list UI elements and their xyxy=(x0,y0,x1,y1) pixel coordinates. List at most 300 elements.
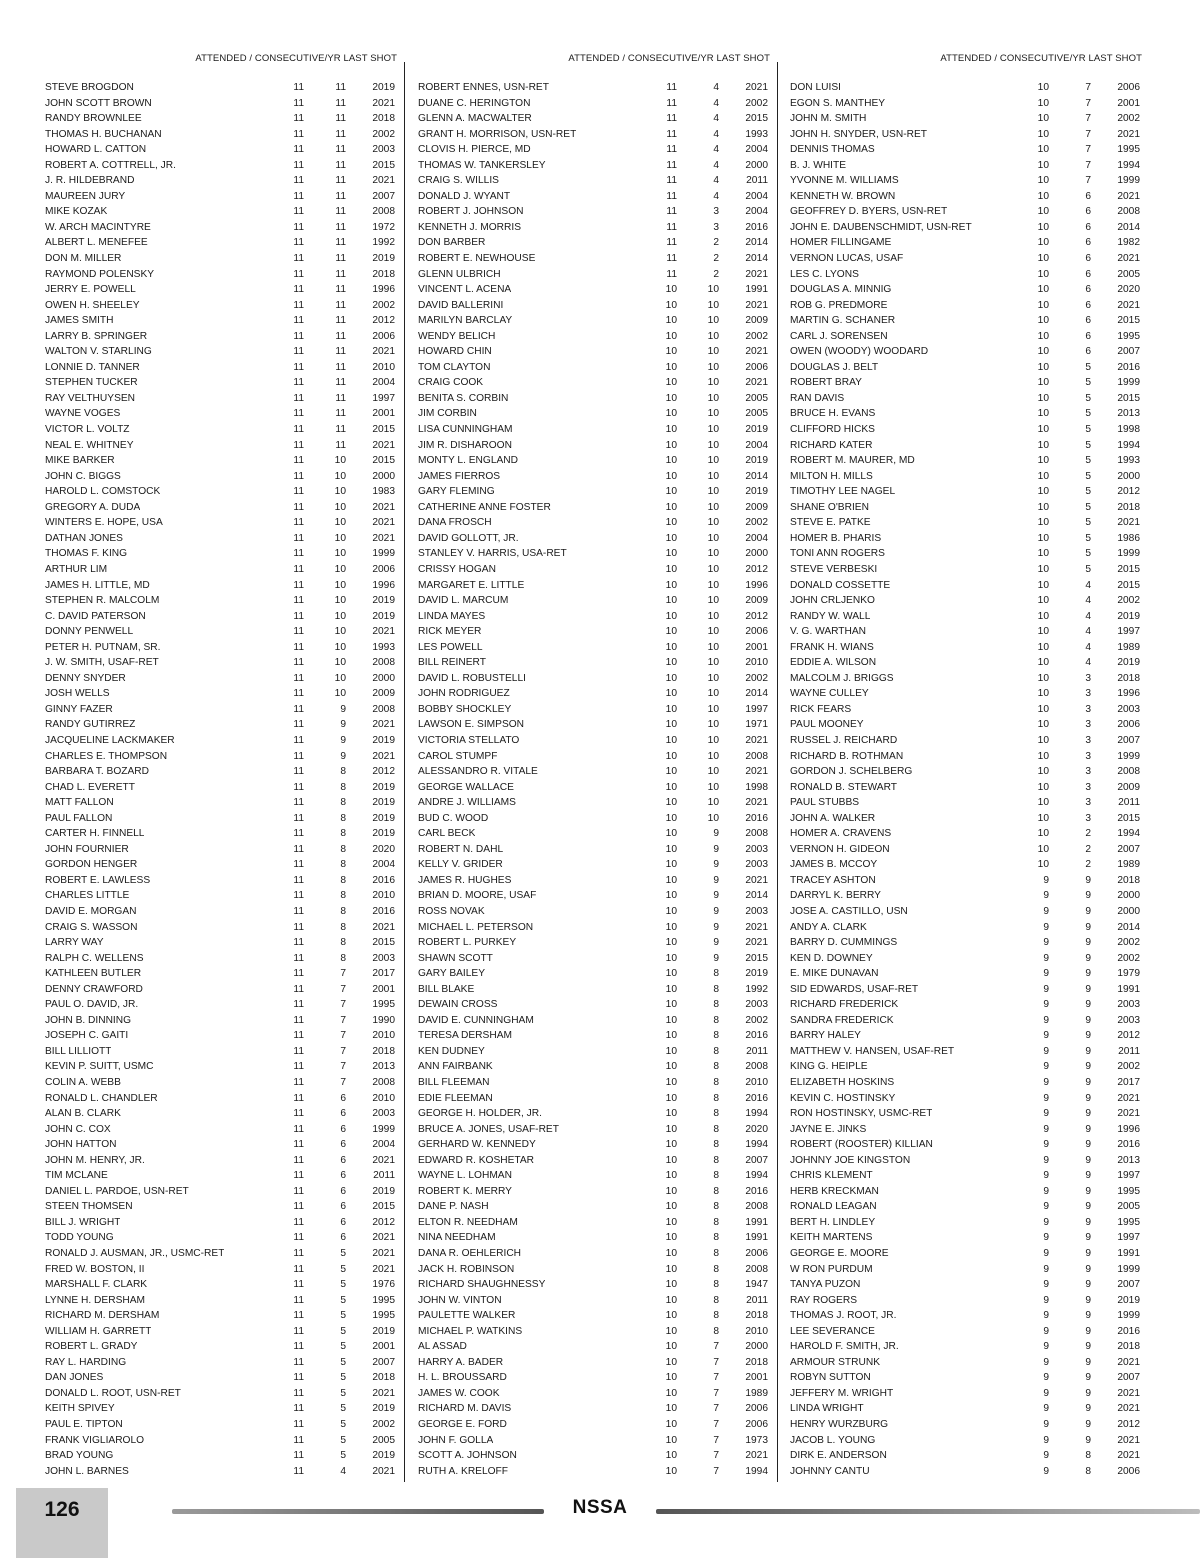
roster-row xyxy=(790,267,1142,283)
member-name: BILL BLAKE xyxy=(418,983,475,995)
attended-count: 11 xyxy=(293,1450,304,1462)
attended-count: 11 xyxy=(293,1201,304,1213)
attended-count: 10 xyxy=(665,392,677,404)
roster-row xyxy=(790,1028,1142,1044)
member-name: GORDON J. SCHELBERG xyxy=(790,766,913,778)
roster-row xyxy=(45,1277,397,1293)
member-name: RAN DAVIS xyxy=(790,392,845,404)
year-last-shot: 2006 xyxy=(1117,1465,1140,1477)
year-last-shot: 2018 xyxy=(372,1045,395,1057)
attended-count: 10 xyxy=(1037,486,1049,498)
attended-count: 11 xyxy=(666,190,677,202)
year-last-shot: 1999 xyxy=(1117,175,1140,187)
roster-row xyxy=(418,282,770,298)
year-last-shot: 2021 xyxy=(745,874,768,886)
roster-row xyxy=(418,593,770,609)
consecutive-count: 5 xyxy=(340,1325,346,1337)
year-last-shot: 2020 xyxy=(1117,284,1140,296)
attended-count: 11 xyxy=(293,1356,304,1368)
member-name: EGON S. MANTHEY xyxy=(790,97,886,109)
year-last-shot: 2019 xyxy=(372,1450,395,1462)
year-last-shot: 1990 xyxy=(372,1014,395,1026)
roster-row xyxy=(45,749,397,765)
consecutive-count: 8 xyxy=(1085,1450,1091,1462)
member-name: BILL LILLIOTT xyxy=(45,1045,112,1057)
attended-count: 11 xyxy=(293,455,304,467)
attended-count: 10 xyxy=(665,766,677,778)
roster-row xyxy=(418,251,770,267)
consecutive-count: 9 xyxy=(340,703,346,715)
year-last-shot: 2010 xyxy=(745,657,768,669)
attended-count: 10 xyxy=(1037,128,1049,140)
attended-count: 9 xyxy=(1043,1279,1049,1291)
consecutive-count: 11 xyxy=(335,330,346,342)
member-name: LISA CUNNINGHAM xyxy=(418,424,513,436)
consecutive-count: 10 xyxy=(707,330,719,342)
roster-row xyxy=(45,80,397,96)
consecutive-count: 8 xyxy=(713,1310,719,1322)
roster-row xyxy=(418,578,770,594)
consecutive-count: 5 xyxy=(1085,455,1091,467)
year-last-shot: 2008 xyxy=(745,750,768,762)
consecutive-count: 2 xyxy=(713,253,719,265)
consecutive-count: 3 xyxy=(1085,719,1091,731)
attended-count: 10 xyxy=(1037,221,1049,233)
consecutive-count: 4 xyxy=(340,1465,346,1477)
roster-row xyxy=(790,1230,1142,1246)
attended-count: 11 xyxy=(293,1092,304,1104)
footer-rule-right xyxy=(656,1509,1200,1514)
consecutive-count: 5 xyxy=(1085,501,1091,513)
attended-count: 10 xyxy=(665,797,677,809)
member-name: KATHLEEN BUTLER xyxy=(45,968,142,980)
attended-count: 10 xyxy=(1037,268,1049,280)
attended-count: 10 xyxy=(665,501,677,513)
consecutive-count: 5 xyxy=(340,1263,346,1275)
consecutive-count: 9 xyxy=(1085,874,1091,886)
consecutive-count: 8 xyxy=(713,1045,719,1057)
member-name: E. MIKE DUNAVAN xyxy=(790,968,879,980)
consecutive-count: 10 xyxy=(707,470,719,482)
member-name: B. J. WHITE xyxy=(790,159,847,171)
year-last-shot: 1999 xyxy=(1117,548,1140,560)
year-last-shot: 1973 xyxy=(745,1434,768,1446)
year-last-shot: 2021 xyxy=(372,1263,395,1275)
roster-row xyxy=(790,96,1142,112)
roster-row xyxy=(45,1230,397,1246)
attended-count: 10 xyxy=(665,968,677,980)
consecutive-count: 8 xyxy=(713,1216,719,1228)
year-last-shot: 1997 xyxy=(372,392,395,404)
attended-count: 9 xyxy=(1043,983,1049,995)
attended-count: 10 xyxy=(1037,859,1049,871)
roster-row xyxy=(418,1339,770,1355)
member-name: JOHN SCOTT BROWN xyxy=(45,97,152,109)
roster-row xyxy=(45,298,397,314)
year-last-shot: 2006 xyxy=(745,626,768,638)
year-last-shot: 2012 xyxy=(372,315,395,327)
attended-count: 10 xyxy=(1037,408,1049,420)
attended-count: 11 xyxy=(293,346,304,358)
roster-row xyxy=(418,1137,770,1153)
roster-row xyxy=(418,96,770,112)
member-name: WAYNE CULLEY xyxy=(790,688,869,700)
roster-row xyxy=(418,951,770,967)
member-name: KEN D. DOWNEY xyxy=(790,952,873,964)
year-last-shot: 2008 xyxy=(372,703,395,715)
attended-count: 11 xyxy=(293,952,304,964)
year-last-shot: 2019 xyxy=(745,968,768,980)
roster-row xyxy=(790,220,1142,236)
consecutive-count: 9 xyxy=(1085,1030,1091,1042)
roster-row xyxy=(45,1448,397,1464)
year-last-shot: 2011 xyxy=(1118,1045,1140,1057)
consecutive-count: 10 xyxy=(334,626,346,638)
consecutive-count: 11 xyxy=(335,299,346,311)
member-name: ROBERT BRAY xyxy=(790,377,862,389)
consecutive-count: 5 xyxy=(340,1450,346,1462)
year-last-shot: 2021 xyxy=(1117,1356,1140,1368)
attended-count: 10 xyxy=(665,874,677,886)
roster-row xyxy=(418,360,770,376)
member-name: ROBERT J. JOHNSON xyxy=(418,206,524,218)
attended-count: 9 xyxy=(1043,1201,1049,1213)
year-last-shot: 2018 xyxy=(745,1356,768,1368)
year-last-shot: 2015 xyxy=(1117,392,1140,404)
year-last-shot: 2014 xyxy=(1117,221,1140,233)
attended-count: 9 xyxy=(1043,1014,1049,1026)
member-name: GARY BAILEY xyxy=(418,968,486,980)
attended-count: 11 xyxy=(293,501,304,513)
attended-count: 10 xyxy=(665,532,677,544)
member-name: GERHARD W. KENNEDY xyxy=(418,1139,536,1151)
member-name: CARL J. SORENSEN xyxy=(790,330,888,342)
attended-count: 11 xyxy=(293,874,304,886)
attended-count: 11 xyxy=(293,595,304,607)
member-name: ROBERT A. COTTRELL, JR. xyxy=(45,159,176,171)
roster-row xyxy=(418,531,770,547)
roster-row xyxy=(790,500,1142,516)
consecutive-count: 10 xyxy=(707,563,719,575)
member-name: OWEN (WOODY) WOODARD xyxy=(790,346,929,358)
consecutive-count: 9 xyxy=(340,719,346,731)
member-name: DANA FROSCH xyxy=(418,517,492,529)
roster-row xyxy=(45,826,397,842)
attended-count: 10 xyxy=(665,1310,677,1322)
member-name: JOHNNY JOE KINGSTON xyxy=(790,1154,911,1166)
consecutive-count: 10 xyxy=(707,610,719,622)
attended-count: 10 xyxy=(665,424,677,436)
consecutive-count: 6 xyxy=(1085,284,1091,296)
year-last-shot: 2021 xyxy=(745,299,768,311)
consecutive-count: 10 xyxy=(334,517,346,529)
consecutive-count: 5 xyxy=(1085,517,1091,529)
roster-row xyxy=(790,329,1142,345)
year-last-shot: 2010 xyxy=(372,1030,395,1042)
roster-row xyxy=(790,469,1142,485)
member-name: KEITH SPIVEY xyxy=(45,1403,115,1415)
roster-row xyxy=(45,904,397,920)
consecutive-count: 9 xyxy=(1085,1216,1091,1228)
year-last-shot: 1995 xyxy=(1117,144,1140,156)
consecutive-count: 7 xyxy=(1085,144,1091,156)
member-name: ELTON R. NEEDHAM xyxy=(418,1216,518,1228)
consecutive-count: 10 xyxy=(334,672,346,684)
member-name: JOHN CRLJENKO xyxy=(790,595,875,607)
year-last-shot: 2018 xyxy=(1117,672,1140,684)
member-name: KEN DUDNEY xyxy=(418,1045,485,1057)
attended-count: 9 xyxy=(1043,890,1049,902)
consecutive-count: 11 xyxy=(335,377,346,389)
attended-count: 11 xyxy=(293,1154,304,1166)
member-name: RAY ROGERS xyxy=(790,1294,857,1306)
year-last-shot: 2003 xyxy=(1117,703,1140,715)
roster-row xyxy=(45,438,397,454)
year-last-shot: 2016 xyxy=(372,905,395,917)
attended-count: 9 xyxy=(1043,1185,1049,1197)
roster-row xyxy=(45,1464,397,1480)
attended-count: 11 xyxy=(666,221,677,233)
roster-row xyxy=(45,920,397,936)
roster-row xyxy=(418,935,770,951)
year-last-shot: 1999 xyxy=(1117,750,1140,762)
member-name: ARTHUR LIM xyxy=(45,563,108,575)
member-name: AL ASSAD xyxy=(418,1341,467,1353)
roster-row xyxy=(45,982,397,998)
consecutive-count: 11 xyxy=(335,346,346,358)
member-name: WINTERS E. HOPE, USA xyxy=(45,517,163,529)
consecutive-count: 5 xyxy=(340,1434,346,1446)
attended-count: 10 xyxy=(665,1341,677,1353)
roster-row xyxy=(45,1122,397,1138)
year-last-shot: 2016 xyxy=(1117,361,1140,373)
consecutive-count: 9 xyxy=(1085,937,1091,949)
roster-row xyxy=(418,391,770,407)
roster-row xyxy=(45,1339,397,1355)
member-name: RICHARD KATER xyxy=(790,439,873,451)
consecutive-count: 11 xyxy=(335,128,346,140)
member-name: BRAD YOUNG xyxy=(45,1450,114,1462)
consecutive-count: 6 xyxy=(1085,315,1091,327)
consecutive-count: 10 xyxy=(707,626,719,638)
member-name: MICHAEL P. WATKINS xyxy=(418,1325,523,1337)
roster-row xyxy=(418,1448,770,1464)
member-name: BRIAN D. MOORE, USAF xyxy=(418,890,537,902)
year-last-shot: 1996 xyxy=(372,579,395,591)
member-name: ROBERT (ROOSTER) KILLIAN xyxy=(790,1139,933,1151)
year-last-shot: 2004 xyxy=(372,859,395,871)
year-last-shot: 2008 xyxy=(745,1061,768,1073)
year-last-shot: 1989 xyxy=(745,1387,768,1399)
roster-row xyxy=(418,313,770,329)
member-name: DARRYL K. BERRY xyxy=(790,890,881,902)
consecutive-count: 10 xyxy=(334,579,346,591)
member-name: THOMAS W. TANKERSLEY xyxy=(418,159,546,171)
attended-count: 10 xyxy=(1037,237,1049,249)
attended-count: 10 xyxy=(1037,82,1049,93)
attended-count: 9 xyxy=(1043,1325,1049,1337)
member-name: RAYMOND POLENSKY xyxy=(45,268,155,280)
attended-count: 11 xyxy=(293,361,304,373)
member-name: TERESA DERSHAM xyxy=(418,1030,512,1042)
consecutive-count: 7 xyxy=(1085,175,1091,187)
consecutive-count: 10 xyxy=(707,361,719,373)
member-name: LINDA WRIGHT xyxy=(790,1403,864,1415)
brand-name: NSSA xyxy=(572,1497,628,1518)
year-last-shot: 2021 xyxy=(745,82,768,93)
attended-count: 9 xyxy=(1043,1387,1049,1399)
member-name: DUANE C. HERINGTON xyxy=(418,97,531,109)
year-last-shot: 2005 xyxy=(745,408,768,420)
member-name: STEEN THOMSEN xyxy=(45,1201,133,1213)
consecutive-count: 8 xyxy=(340,921,346,933)
member-name: RONALD LEAGAN xyxy=(790,1201,877,1213)
year-last-shot: 2016 xyxy=(372,874,395,886)
roster-row xyxy=(45,935,397,951)
consecutive-count: 9 xyxy=(1085,1419,1091,1431)
roster-row xyxy=(418,966,770,982)
year-last-shot: 1995 xyxy=(1117,330,1140,342)
consecutive-count: 10 xyxy=(334,532,346,544)
year-last-shot: 2021 xyxy=(372,1154,395,1166)
year-last-shot: 2021 xyxy=(372,346,395,358)
roster-row xyxy=(45,267,397,283)
consecutive-count: 10 xyxy=(707,377,719,389)
roster-row xyxy=(45,360,397,376)
consecutive-count: 6 xyxy=(1085,346,1091,358)
consecutive-count: 6 xyxy=(340,1185,346,1197)
attended-count: 10 xyxy=(665,952,677,964)
member-name: LARRY B. SPRINGER xyxy=(45,330,148,342)
attended-count: 9 xyxy=(1043,921,1049,933)
consecutive-count: 9 xyxy=(1085,1372,1091,1384)
year-last-shot: 2006 xyxy=(745,1248,768,1260)
year-last-shot: 2006 xyxy=(372,563,395,575)
year-last-shot: 2021 xyxy=(372,1232,395,1244)
year-last-shot: 2021 xyxy=(372,1248,395,1260)
year-last-shot: 2015 xyxy=(372,937,395,949)
attended-count: 9 xyxy=(1043,1372,1049,1384)
consecutive-count: 10 xyxy=(707,657,719,669)
member-name: YVONNE M. WILLIAMS xyxy=(790,175,899,187)
attended-count: 10 xyxy=(665,828,677,840)
member-name: NINA NEEDHAM xyxy=(418,1232,496,1244)
consecutive-count: 7 xyxy=(340,983,346,995)
attended-count: 10 xyxy=(665,517,677,529)
year-last-shot: 1989 xyxy=(1117,641,1140,653)
year-last-shot: 2002 xyxy=(1117,113,1140,125)
year-last-shot: 2003 xyxy=(372,1108,395,1120)
roster-row xyxy=(790,438,1142,454)
consecutive-count: 5 xyxy=(340,1403,346,1415)
consecutive-count: 10 xyxy=(334,688,346,700)
year-last-shot: 2002 xyxy=(372,299,395,311)
year-last-shot: 1994 xyxy=(745,1108,768,1120)
year-last-shot: 2010 xyxy=(745,1325,768,1337)
roster-row xyxy=(418,1013,770,1029)
year-last-shot: 2011 xyxy=(1118,797,1140,809)
consecutive-count: 11 xyxy=(335,361,346,373)
year-last-shot: 2002 xyxy=(745,330,768,342)
consecutive-count: 9 xyxy=(1085,1045,1091,1057)
consecutive-count: 10 xyxy=(707,486,719,498)
attended-count: 11 xyxy=(666,128,677,140)
member-name: WENDY BELICH xyxy=(418,330,496,342)
year-last-shot: 1992 xyxy=(745,983,768,995)
consecutive-count: 8 xyxy=(1085,1465,1091,1477)
roster-row xyxy=(45,873,397,889)
attended-count: 11 xyxy=(293,268,304,280)
year-last-shot: 2006 xyxy=(372,330,395,342)
attended-count: 11 xyxy=(293,1294,304,1306)
roster-row xyxy=(790,1059,1142,1075)
member-name: LEE SEVERANCE xyxy=(790,1325,875,1337)
consecutive-count: 3 xyxy=(1085,688,1091,700)
roster-row xyxy=(790,546,1142,562)
year-last-shot: 1996 xyxy=(1117,1123,1140,1135)
member-name: HARRY A. BADER xyxy=(418,1356,504,1368)
consecutive-count: 7 xyxy=(713,1465,719,1477)
attended-count: 10 xyxy=(1037,159,1049,171)
consecutive-count: 11 xyxy=(335,190,346,202)
roster-row xyxy=(418,500,770,516)
attended-count: 9 xyxy=(1043,1139,1049,1151)
member-name: THOMAS J. ROOT, JR. xyxy=(790,1310,897,1322)
consecutive-count: 6 xyxy=(1085,299,1091,311)
attended-count: 11 xyxy=(293,1108,304,1120)
attended-count: 9 xyxy=(1043,905,1049,917)
roster-row xyxy=(790,888,1142,904)
roster-row xyxy=(45,546,397,562)
member-name: J. R. HILDEBRAND xyxy=(45,175,135,187)
roster-row xyxy=(418,764,770,780)
member-name: JAMES W. COOK xyxy=(418,1387,500,1399)
attended-count: 11 xyxy=(293,1387,304,1399)
year-last-shot: 2002 xyxy=(1117,937,1140,949)
year-last-shot: 2016 xyxy=(745,1092,768,1104)
year-last-shot: 2021 xyxy=(1117,1403,1140,1415)
consecutive-count: 4 xyxy=(713,144,719,156)
roster-row xyxy=(45,96,397,112)
consecutive-count: 9 xyxy=(1085,1170,1091,1182)
roster-row xyxy=(418,640,770,656)
roster-row xyxy=(45,1246,397,1262)
roster-row xyxy=(790,142,1142,158)
roster-row xyxy=(790,1401,1142,1417)
member-name: KEVIN P. SUITT, USMC xyxy=(45,1061,154,1073)
year-last-shot: 2012 xyxy=(745,563,768,575)
year-last-shot: 1995 xyxy=(1117,1185,1140,1197)
member-name: LES C. LYONS xyxy=(790,268,859,280)
attended-count: 11 xyxy=(666,144,677,156)
consecutive-count: 4 xyxy=(713,97,719,109)
attended-count: 9 xyxy=(1043,1434,1049,1446)
attended-count: 10 xyxy=(665,1434,677,1446)
attended-count: 11 xyxy=(293,1465,304,1477)
attended-count: 10 xyxy=(665,1419,677,1431)
member-name: NEAL E. WHITNEY xyxy=(45,439,134,451)
consecutive-count: 11 xyxy=(335,206,346,218)
attended-count: 10 xyxy=(1037,797,1049,809)
year-last-shot: 1983 xyxy=(372,486,395,498)
year-last-shot: 1995 xyxy=(1117,1216,1140,1228)
year-last-shot: 2019 xyxy=(372,781,395,793)
roster-row xyxy=(790,562,1142,578)
roster-row xyxy=(790,1091,1142,1107)
attended-count: 11 xyxy=(293,968,304,980)
member-name: H. L. BROUSSARD xyxy=(418,1372,507,1384)
roster-row xyxy=(418,469,770,485)
